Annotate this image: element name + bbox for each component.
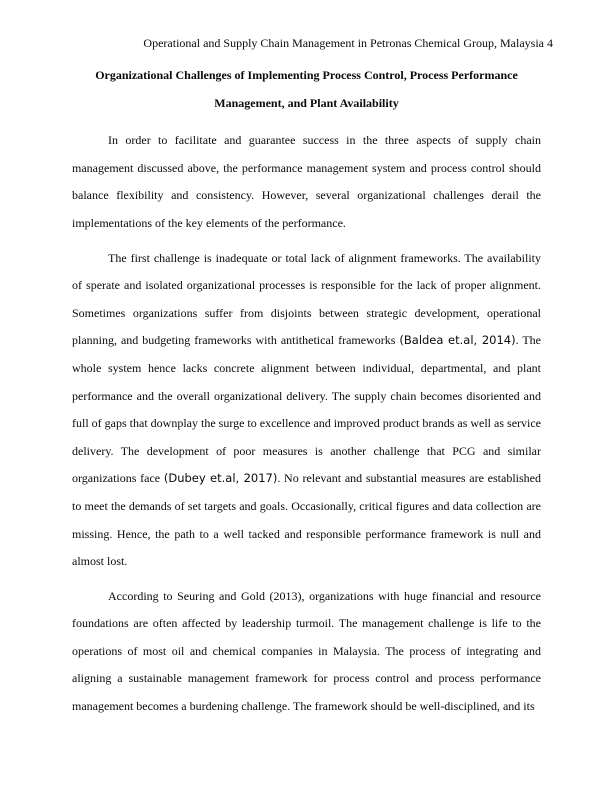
text-segment: The first challenge is inadequate or total lack of alignment frameworks. The availability of sperate and isolated organizational processes is responsible for the lack of proper alignment. Sometimes organizations suffer from disjoints between strategic development, operational planning, and budgeting frameworks with antithetical frameworks (72, 250, 541, 348)
paragraph (72, 583, 541, 721)
text-segment: . The whole system hence lacks concrete alignment between individual, departmental, and plant performance and the overall organizational delivery. The supply chain becomes disoriented and full of gaps that downplay the surge to excellence and improved product brands as well as service delivery. The development of poor measures is another challenge that PCG and similar organizations face (72, 333, 541, 486)
text-segment: . No relevant and substantial measures are established to meet the demands of set targets and goals. Occasionally, critical figures and data collection are missing. Hence, the path to a well tacked and responsible performance framework is null and almost lost. (72, 471, 541, 569)
page-content (72, 62, 541, 721)
running-head-text: Operational and Supply Chain Management in Petronas Chemical Group, Malaysia (143, 36, 544, 50)
paragraph (72, 127, 541, 237)
text-segment: In order to facilitate and guarantee success in the three aspects of supply chain management discussed above, the performance management system and process control should balance flexibility and consistency. However, several organizational challenges derail the implementations of the key elements of the performance. (72, 133, 541, 230)
title-line-1: Organizational Challenges of Implementing Process Control, Process Performance (95, 68, 518, 82)
citation: (Dubey et.al, 2017) (163, 471, 278, 486)
running-header (72, 36, 553, 50)
paragraph (72, 245, 541, 576)
page-number: 4 (547, 36, 553, 50)
title-line-2: Management, and Plant Availability (214, 95, 399, 110)
text-segment: According to Seuring and Gold (2013), organizations with huge financial and resource foundations are often affected by leadership turmoil. The management challenge is life to the operations of most oil and chemical companies in Malaysia. The process of integrating and aligning a sustainable management framework for process control and process performance management becomes a burdening challenge. The framework should be well-disciplined, and its (72, 588, 541, 714)
citation: (Baldea et.al, 2014) (399, 333, 516, 348)
document-title (72, 62, 541, 117)
body-paragraphs (72, 127, 541, 720)
